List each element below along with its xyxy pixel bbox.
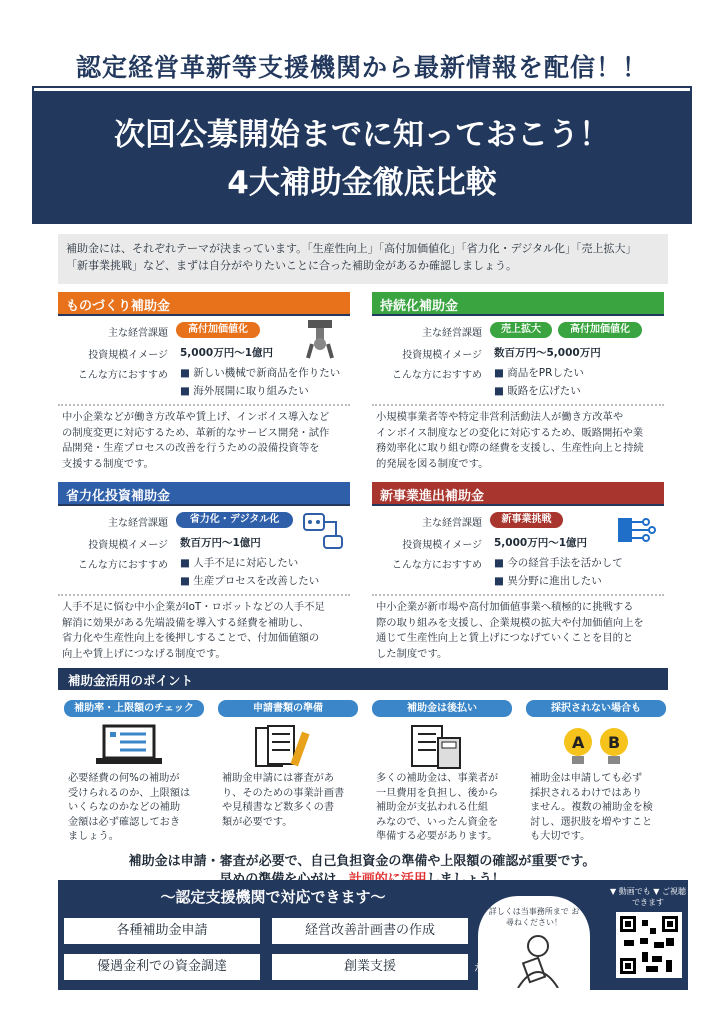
- support-item-3: 優遇金利での資金調達: [64, 954, 260, 980]
- point-text-line: 多くの補助金は、事業者が: [376, 773, 499, 784]
- point-text-line: 金額は必ず確認しておき: [68, 816, 181, 828]
- card-desc-line: 中小企業が新市場や高付加価値事業へ積極的に挑戦する: [376, 601, 634, 613]
- card-desc-line: 向上や賃上げにつなげる制度です。: [62, 647, 226, 660]
- card-title: 省力化投資補助金: [58, 482, 350, 506]
- scale-label: 投資規模イメージ: [88, 540, 168, 551]
- scale-value: 数百万円～1億円: [180, 537, 261, 549]
- scale-value: 5,000万円～1億円: [494, 537, 588, 549]
- card-title: 持続化補助金: [372, 292, 664, 316]
- card-2: [58, 482, 350, 662]
- target-item: ■ 異分野に進出したい: [494, 573, 602, 588]
- target-label: こんな方におすすめ: [391, 560, 482, 571]
- lightbulb-icon: [556, 724, 636, 774]
- point-text-line: 類が必要です。: [222, 816, 293, 828]
- point-text-line: 一旦費用を負担し、後から: [376, 787, 499, 799]
- card-desc-line: した制度です。: [376, 647, 448, 660]
- point-text-line: 補助金申請には審査があ: [222, 773, 335, 784]
- target-item: ■ 販路を広げたい: [494, 383, 581, 398]
- intro-line-1: 補助金には、それぞれテーマが決まっています。「生産性向上」「高付加価値化」「省力化・デジタル化」「売上拡大」: [66, 242, 637, 255]
- point-text-line: 受けられるのか、上限額は: [68, 787, 191, 799]
- point-text-line: 準備する必要があります。: [376, 831, 498, 842]
- point-text-line: 補助金が支払われる仕組: [376, 802, 489, 813]
- point-text-line: みなので、いったん資金を: [376, 816, 499, 828]
- point-text-line: ましょう。: [68, 831, 119, 842]
- card-desc-line: 中小企業などが働き方改革や賃上げ、インボイス導入など: [62, 411, 330, 423]
- point-text-line: いくらなのかなどの補助: [68, 802, 181, 813]
- target-item: ■ 商品をPRしたい: [494, 365, 584, 380]
- theme-label: 主な経営課題: [422, 328, 482, 339]
- point-text-line: ません。複数の補助金を検: [530, 802, 653, 813]
- card-desc-line: 支援する制度です。: [62, 457, 154, 470]
- card-desc-line: 解消に効果がある先端設備を導入する経費を補助し、: [62, 616, 310, 629]
- target-item: ■ 生産プロセスを改善したい: [180, 573, 319, 588]
- scale-value: 5,000万円～1億円: [180, 347, 274, 359]
- card-desc-line: 小規模事業者等や特定非営利活動法人が働き方改革や: [376, 411, 624, 423]
- card-desc-line: 人手不足に悩む中小企業がIoT・ロボットなどの人手不足: [62, 601, 325, 613]
- target-item: ■ 人手不足に対応したい: [180, 555, 298, 570]
- svg-text:B: B: [608, 733, 621, 752]
- card-desc-line: 省力化や生産性向上を後押しすることで、付加価値額の: [62, 632, 320, 644]
- qr-label: ▼ 動画でも ▼ ご視聴できます: [610, 887, 686, 907]
- support-item-4: 創業支援: [272, 954, 468, 980]
- intro-line-2: 「新事業挑戦」など、まずは自分がやりたいことに合った補助金があるか確認しましょう。: [66, 259, 517, 272]
- scale-label: 投資規模イメージ: [402, 540, 482, 551]
- hero-banner: [34, 88, 690, 222]
- qr-code-icon[interactable]: [616, 912, 682, 978]
- point-text-line: り、そのための事業計画書: [222, 787, 345, 799]
- target-label: こんな方におすすめ: [77, 560, 168, 571]
- intro-box: [58, 234, 668, 284]
- point-text-3: [530, 772, 670, 845]
- conclusion-line-1: 補助金は申請・審査が必要で、自己負担資金の準備や上限額の確認が重要です。: [128, 854, 596, 869]
- theme-pill: 高付加価値化: [558, 322, 642, 338]
- theme-pill: 売上拡大: [490, 322, 552, 338]
- card-icon: [300, 318, 340, 370]
- card-3: [372, 482, 664, 662]
- top-title: 認定経営革新等支援機関から最新情報を配信！！: [75, 53, 648, 82]
- target-item: ■ 今の経営手法を活かして: [494, 555, 623, 570]
- point-tab-0: 補助率・上限額のチェック: [64, 700, 204, 717]
- point-text-line: 必要経費の何%の補助が: [68, 773, 180, 784]
- hero-line-1: 次回公募開始までに知っておこう！: [114, 117, 610, 153]
- support-panel: [58, 880, 688, 990]
- person-icon: [478, 928, 590, 988]
- target-item: ■ 海外展開に取り組みたい: [180, 383, 309, 398]
- speech-bubble: 詳しくは当事務所まで お尋ねください！: [488, 907, 580, 927]
- hero-line-2: 4大補助金徹底比較: [227, 165, 497, 201]
- card-desc-line: インボイス制度などの変化に対応するため、販路開拓や業: [376, 426, 644, 439]
- theme-label: 主な経営課題: [422, 518, 482, 529]
- scale-label: 投資規模イメージ: [88, 350, 168, 361]
- support-item-1: 各種補助金申請: [64, 918, 260, 944]
- card-desc-line: 品開発・生産プロセスの改善を行うための設備投資等を: [62, 442, 320, 454]
- card-icon: [300, 508, 344, 556]
- point-text-line: も大切です。: [530, 831, 591, 842]
- laptop-icon: [94, 724, 164, 772]
- point-text-2: [376, 772, 516, 845]
- target-label: こんな方におすすめ: [77, 370, 168, 381]
- point-text-line: 討し、選択肢を増やすこと: [530, 816, 653, 828]
- theme-pill: 高付加価値化: [176, 322, 260, 338]
- card-desc-line: の制度変更に対応するため、革新的なサービス開発・試作: [62, 426, 330, 439]
- point-tab-1: 申請書類の準備: [218, 700, 358, 717]
- point-text-1: [222, 772, 362, 830]
- documents-icon: [248, 724, 318, 774]
- support-item-2: 経営改善計画書の作成: [272, 918, 468, 944]
- support-title: ～認定支援機関で対応できます～: [160, 888, 386, 906]
- card-desc-line: 際の取り組みを支援し、企業規模の拡大や付加価値向上を: [376, 616, 644, 629]
- theme-label: 主な経営課題: [108, 328, 168, 339]
- theme-pill: 新事業挑戦: [490, 512, 563, 528]
- etc-label: など…: [474, 962, 507, 975]
- target-label: こんな方におすすめ: [391, 370, 482, 381]
- point-text-0: [68, 772, 208, 845]
- card-title: ものづくり補助金: [58, 292, 350, 316]
- point-text-line: 補助金は申請しても必ず: [530, 773, 643, 784]
- point-tab-3: 採択されない場合も: [526, 700, 666, 717]
- card-desc-line: 務効率化に取り組む際の経費を支援し、生産性向上と持続: [376, 442, 644, 454]
- point-text-line: 採択されるわけではあり: [530, 787, 643, 799]
- point-text-line: や見積書など数多くの書: [222, 802, 335, 813]
- card-icon: [614, 508, 658, 556]
- card-1: [372, 292, 664, 472]
- card-desc-line: 的発展を図る制度です。: [376, 457, 489, 470]
- card-0: [58, 292, 350, 472]
- calculator-icon: [402, 724, 472, 774]
- scale-value: 数百万円～5,000万円: [494, 347, 601, 359]
- theme-label: 主な経営課題: [108, 518, 168, 529]
- svg-text:A: A: [572, 733, 585, 752]
- card-title: 新事業進出補助金: [372, 482, 664, 506]
- scale-label: 投資規模イメージ: [402, 350, 482, 361]
- card-desc-line: 通じて生産性向上と賃上げにつなげていくことを目的と: [376, 632, 634, 644]
- target-item: ■ 新しい機械で新商品を作りたい: [180, 365, 340, 380]
- theme-pill: 省力化・デジタル化: [176, 512, 293, 528]
- point-tab-2: 補助金は後払い: [372, 700, 512, 717]
- points-title: 補助金活用のポイント: [58, 668, 668, 690]
